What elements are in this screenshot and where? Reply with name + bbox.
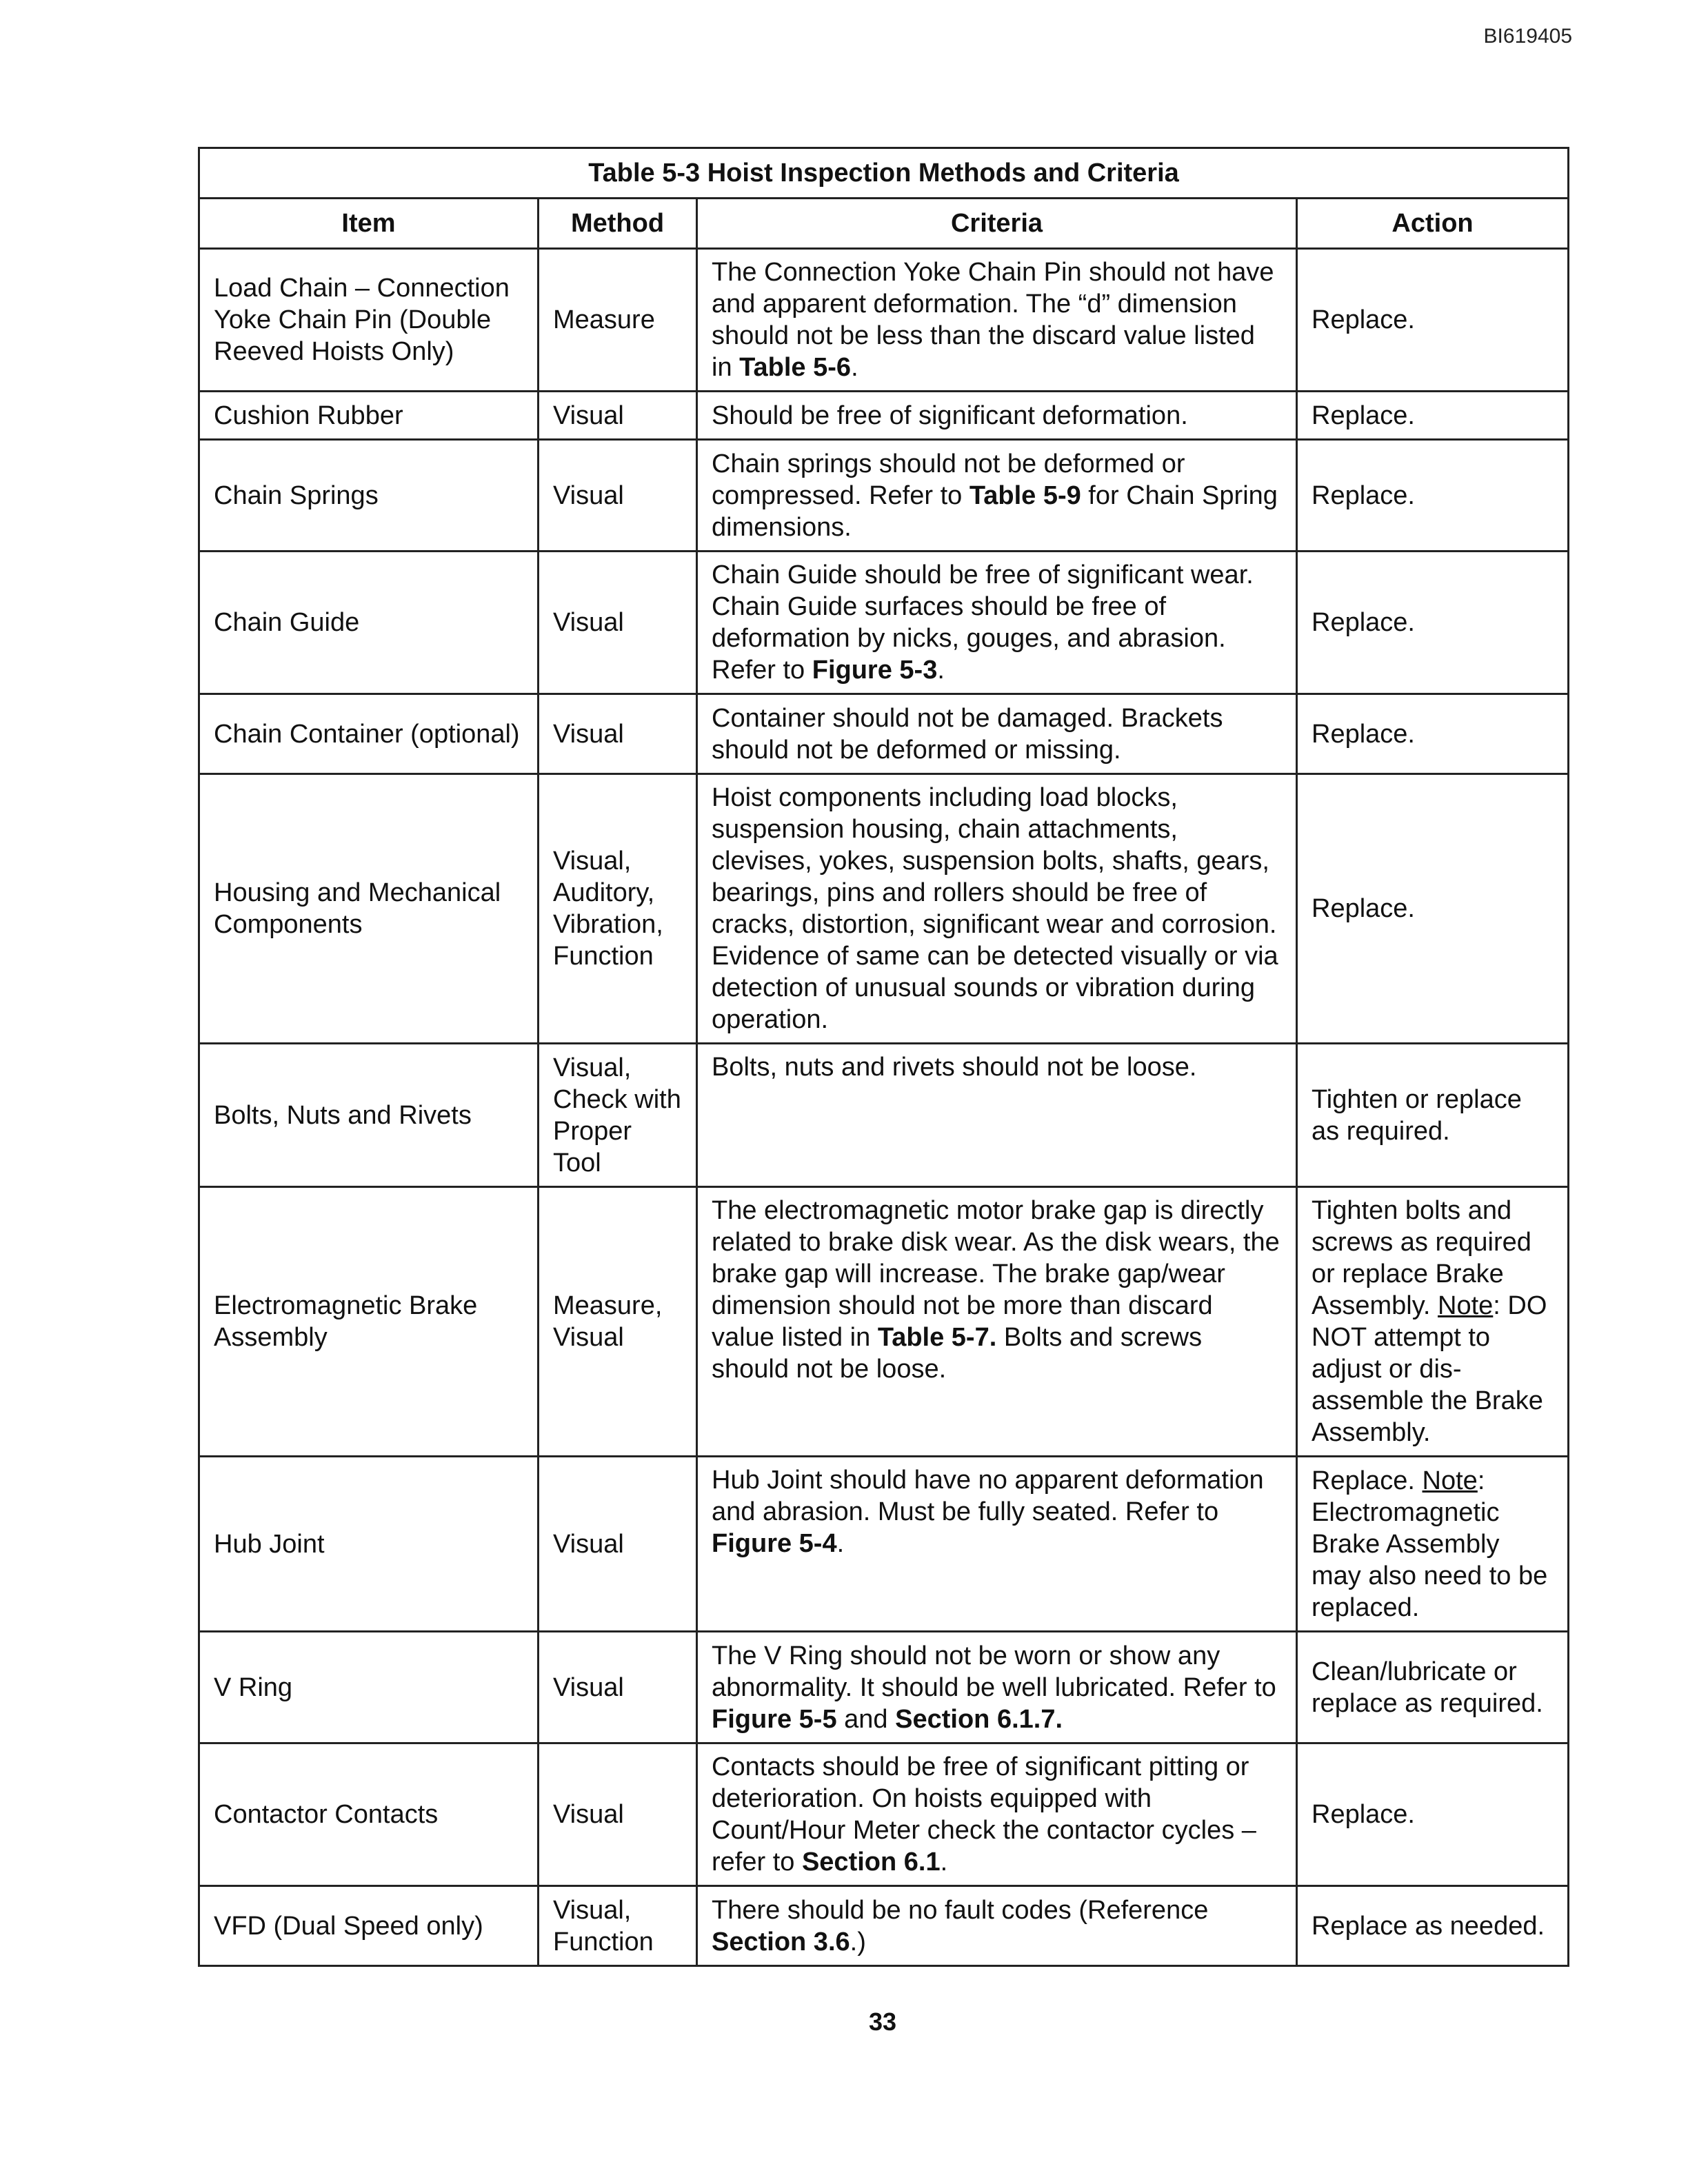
- table-row: [199, 1632, 1569, 1743]
- row-criteria: Contacts should be free of significant pitting or deterioration. On hoists equipped with Count/Hour Meter check the contactor cycles – refer to Section 6.1.: [697, 1743, 1297, 1886]
- header-action: Action: [1297, 199, 1569, 249]
- row-method: Visual: [539, 1743, 697, 1886]
- row-method: Visual: [539, 440, 697, 552]
- header-method: Method: [539, 199, 697, 249]
- row-action: Tighten bolts and screws as required or replace Brake Assembly. Note: DO NOT attempt to adjust or dis-assemble the Brake Assembly.: [1297, 1187, 1569, 1457]
- row-method: Visual: [539, 392, 697, 440]
- table-row: [199, 392, 1569, 440]
- row-action: Replace. Note: Electromagnetic Brake Assembly may also need to be replaced.: [1297, 1457, 1569, 1632]
- table-row: [199, 1886, 1569, 1966]
- header-item: Item: [199, 199, 539, 249]
- row-item: V Ring: [199, 1632, 539, 1743]
- row-action: Clean/lubricate or replace as required.: [1297, 1632, 1569, 1743]
- row-action: Tighten or replace as required.: [1297, 1044, 1569, 1187]
- row-action: Replace.: [1297, 392, 1569, 440]
- row-action: Replace.: [1297, 552, 1569, 694]
- row-method: Visual, Function: [539, 1886, 697, 1966]
- criteria-reference: Section 6.1: [801, 1848, 941, 1877]
- row-criteria: Bolts, nuts and rivets should not be loose.: [697, 1044, 1297, 1187]
- row-action: Replace.: [1297, 1743, 1569, 1886]
- table-row: [199, 1457, 1569, 1632]
- row-item: Chain Container (optional): [199, 694, 539, 774]
- row-item: Contactor Contacts: [199, 1743, 539, 1886]
- row-method: Visual: [539, 1457, 697, 1632]
- row-item: Housing and Mechanical Components: [199, 774, 539, 1044]
- row-criteria: The electromagnetic motor brake gap is directly related to brake disk wear. As the disk wears, the brake gap will increase. The brake gap/wear dimension should not be more than discard value listed in Table 5-7. Bolts and screws should not be loose.: [697, 1187, 1297, 1457]
- row-action: Replace as needed.: [1297, 1886, 1569, 1966]
- table-row: [199, 774, 1569, 1044]
- row-criteria: There should be no fault codes (Reference Section 3.6.): [697, 1886, 1297, 1966]
- row-method: Measure, Visual: [539, 1187, 697, 1457]
- table-title: Table 5-3 Hoist Inspection Methods and Criteria: [199, 148, 1569, 199]
- page-number: 33: [868, 2008, 897, 2036]
- row-method: Visual, Check with Proper Tool: [539, 1044, 697, 1187]
- criteria-reference: Table 5-6: [739, 353, 852, 382]
- row-item: Cushion Rubber: [199, 392, 539, 440]
- table-row: [199, 249, 1569, 392]
- row-action: Replace.: [1297, 694, 1569, 774]
- header-criteria: Criteria: [697, 199, 1297, 249]
- row-item: Electromagnetic Brake Assembly: [199, 1187, 539, 1457]
- row-criteria: Hub Joint should have no apparent deformation and abrasion. Must be fully seated. Refer to Figure 5-4.: [697, 1457, 1297, 1632]
- criteria-reference: Figure 5-4: [712, 1529, 837, 1558]
- criteria-reference: Table 5-9: [969, 481, 1081, 510]
- row-method: Visual: [539, 694, 697, 774]
- table-row: [199, 440, 1569, 552]
- row-criteria: Chain springs should not be deformed or compressed. Refer to Table 5-9 for Chain Spring dimensions.: [697, 440, 1297, 552]
- row-action: Replace.: [1297, 774, 1569, 1044]
- table-row: [199, 1187, 1569, 1457]
- row-criteria: The V Ring should not be worn or show any abnormality. It should be well lubricated. Refer to Figure 5-5 and Section 6.1.7.: [697, 1632, 1297, 1743]
- row-method: Visual: [539, 552, 697, 694]
- table-header-row: [199, 199, 1569, 249]
- table-caption-row: [199, 148, 1569, 199]
- criteria-reference: Figure 5-5: [712, 1704, 837, 1734]
- criteria-reference: Section 6.1.7.: [895, 1704, 1063, 1734]
- criteria-reference: Table 5-7.: [877, 1323, 997, 1352]
- row-method: Visual, Auditory, Vibration, Function: [539, 774, 697, 1044]
- action-note: Note: [1438, 1291, 1494, 1320]
- row-criteria: The Connection Yoke Chain Pin should not have and apparent deformation. The “d” dimension should not be less than the discard value listed in Table 5-6.: [697, 249, 1297, 392]
- row-criteria: Container should not be damaged. Brackets should not be deformed or missing.: [697, 694, 1297, 774]
- row-item: Load Chain – Connection Yoke Chain Pin (Double Reeved Hoists Only): [199, 249, 539, 392]
- criteria-reference: Section 3.6: [712, 1927, 850, 1957]
- criteria-reference: Figure 5-3: [812, 656, 938, 685]
- action-note: Note: [1422, 1466, 1478, 1495]
- row-method: Measure: [539, 249, 697, 392]
- table-row: [199, 694, 1569, 774]
- row-item: VFD (Dual Speed only): [199, 1886, 539, 1966]
- row-criteria: Hoist components including load blocks, suspension housing, chain attachments, clevises, yokes, suspension bolts, shafts, gears, bearings, pins and rollers should be free of cracks, distortion, significant wear and corrosion. Evidence of same can be detected visually or via detection of unusual sounds or vibration during operation.: [697, 774, 1297, 1044]
- table-row: [199, 552, 1569, 694]
- row-criteria: Should be free of significant deformation.: [697, 392, 1297, 440]
- row-item: Chain Guide: [199, 552, 539, 694]
- inspection-table: [198, 147, 1569, 1967]
- row-action: Replace.: [1297, 249, 1569, 392]
- document-id: BI619405: [1483, 25, 1572, 48]
- table-row: [199, 1743, 1569, 1886]
- row-criteria: Chain Guide should be free of significant wear. Chain Guide surfaces should be free of deformation by nicks, gouges, and abrasion. Refer to Figure 5-3.: [697, 552, 1297, 694]
- row-item: Bolts, Nuts and Rivets: [199, 1044, 539, 1187]
- row-method: Visual: [539, 1632, 697, 1743]
- table-row: [199, 1044, 1569, 1187]
- row-action: Replace.: [1297, 440, 1569, 552]
- row-item: Hub Joint: [199, 1457, 539, 1632]
- row-item: Chain Springs: [199, 440, 539, 552]
